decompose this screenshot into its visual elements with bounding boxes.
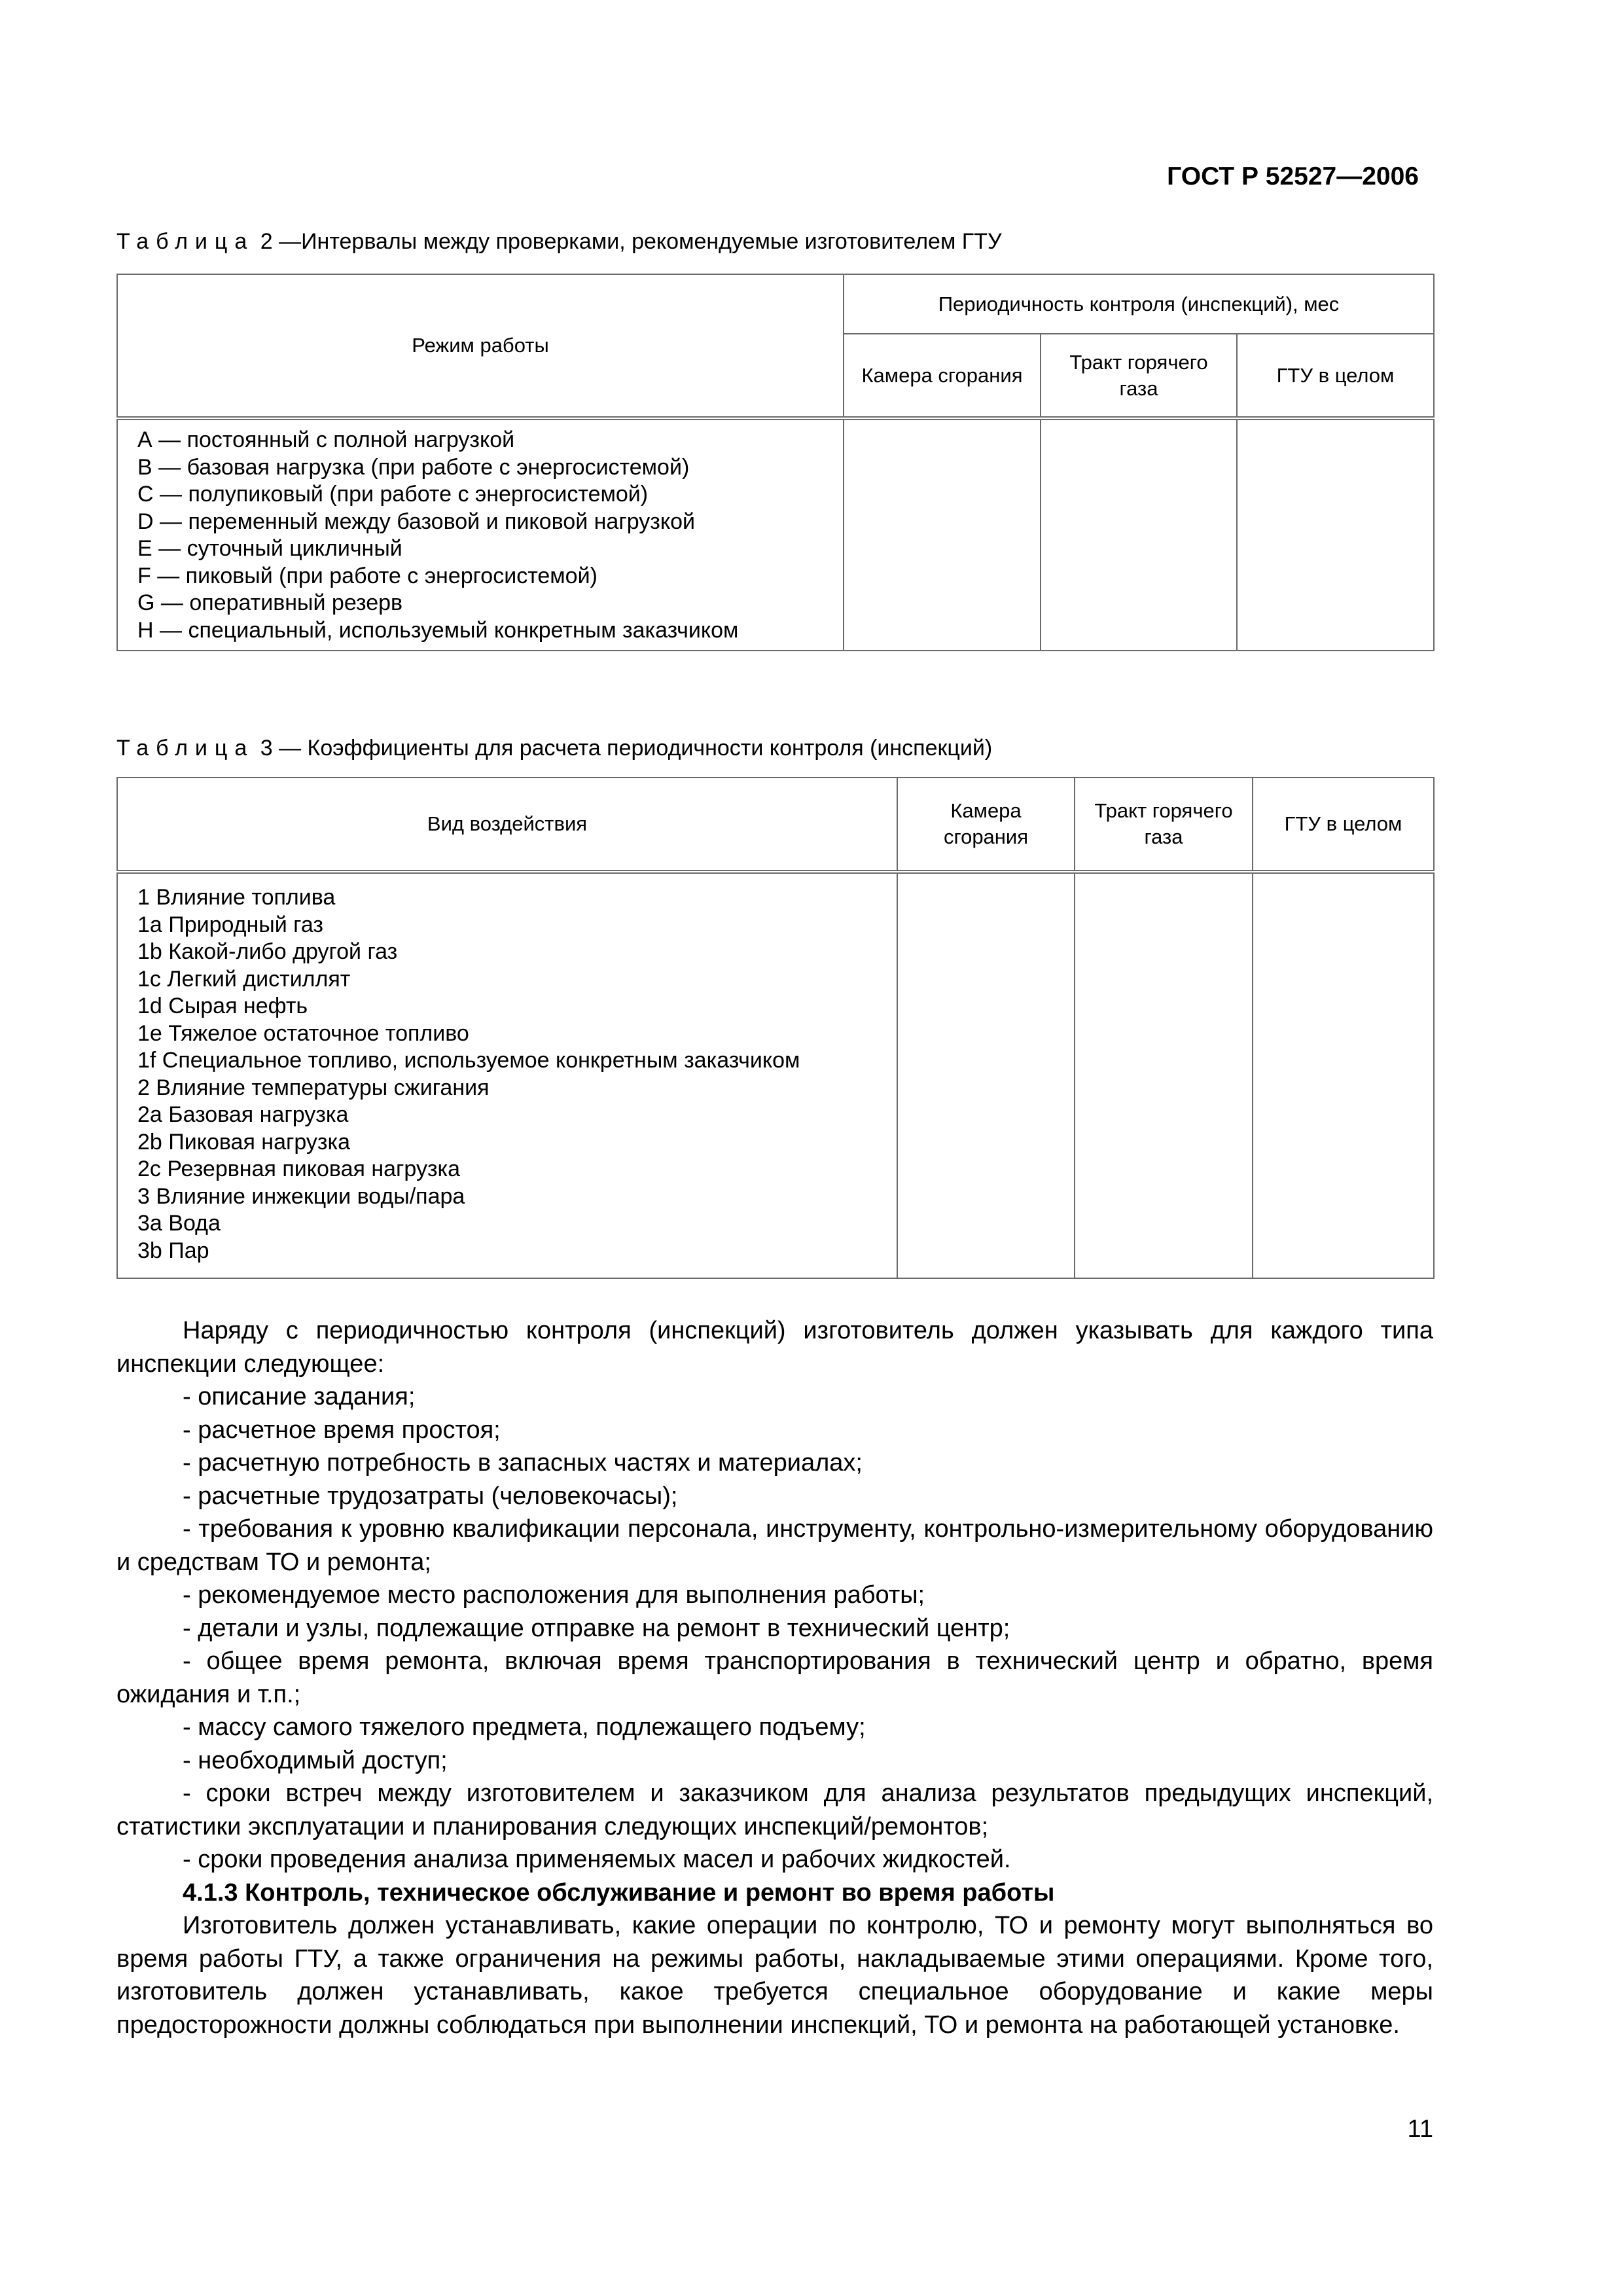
table2-caption [116, 229, 1002, 255]
table3-row: 3b Пар [137, 1238, 209, 1263]
list-item: - расчетное время простоя; [183, 1416, 501, 1444]
table3-row: 2 Влияние температуры сжигания [137, 1075, 490, 1100]
list-item: - массу самого тяжелого предмета, подлежащего подъему; [183, 1713, 866, 1741]
list-item: - детали и узлы, подлежащие отправке на ремонт в технический центр; [183, 1614, 1010, 1642]
table3-cell-tract [1075, 872, 1253, 1278]
table2-cell-chamber [844, 418, 1041, 651]
table2-row: Е — суточный цикличный [137, 536, 402, 561]
table3-header-chamber: Камера сгорания [897, 778, 1075, 872]
table3-header-total: ГТУ в целом [1253, 778, 1434, 872]
table3-row: 1 Влияние топлива [137, 885, 336, 910]
table3-row: 3а Вода [137, 1211, 221, 1236]
list-item: - необходимый доступ; [183, 1746, 448, 1774]
body-text [116, 1314, 1433, 2041]
section-paragraph: Изготовитель должен устанавливать, какие операции по контролю, ТО и ремонту могут выполняться во время работы ГТУ, а также ограничения на режимы работы, накладываемые этими операциями. Кроме того, изготовитель должен устанавливать, какое требуется специальное оборудование и какие меры предосторожности должны соблюдаться при выполнении инспекций, ТО и ремонта на работающей установке. [116, 1912, 1433, 2039]
table3-row: 2с Резервная пиковая нагрузка [137, 1157, 461, 1181]
table2-header-chamber: Камера сгорания [844, 334, 1041, 418]
list-item: - сроки проведения анализа применяемых масел и рабочих жидкостей. [183, 1846, 1011, 1873]
table3-header-kind: Вид воздействия [117, 778, 897, 872]
table3-cell-total [1253, 872, 1434, 1278]
table2-header-mode: Режим работы [117, 274, 844, 418]
table3-row: 1d Сырая нефть [137, 994, 308, 1018]
table2 [116, 274, 1435, 651]
table2-row: С — полупиковый (при работе с энергосистемой) [137, 482, 649, 507]
table3-kind-list [117, 872, 897, 1278]
table2-row: А — постоянный с полной нагрузкой [137, 427, 515, 452]
table2-caption-word: Таблица [116, 229, 255, 254]
table3-row: 2а Базовая нагрузка [137, 1102, 349, 1127]
table2-row: Н — специальный, используемый конкретным заказчиком [137, 617, 739, 643]
list-item: - описание задания; [183, 1383, 416, 1410]
table2-row: D — переменный между базовой и пиковой нагрузкой [137, 509, 695, 534]
table2-header-periodicity: Периодичность контроля (инспекций), мес [844, 274, 1434, 334]
table3-row: 1f Специальное топливо, используемое конкретным заказчиком [137, 1048, 800, 1073]
table2-cell-tract [1041, 418, 1237, 651]
table3-row: 1с Легкий дистиллят [137, 966, 351, 992]
list-item: - расчетные трудозатраты (человекочасы); [183, 1482, 678, 1510]
table2-row: В — базовая нагрузка (при работе с энергосистемой) [137, 454, 690, 480]
list-item: - рекомендуемое место расположения для выполнения работы; [183, 1581, 925, 1609]
intro-paragraph: Наряду с периодичностью контроля (инспекций) изготовитель должен указывать для каждого типа инспекции следующее: [116, 1317, 1433, 1378]
table3-cell-chamber [897, 872, 1075, 1278]
table2-header-tract: Тракт горячего газа [1041, 334, 1237, 418]
list-item: - сроки встреч между изготовителем и заказчиком для анализа результатов предыдущих инспекций, статистики эксплуатации и планирования следующих инспекций/ремонтов; [116, 1780, 1433, 1840]
table2-mode-list [117, 418, 844, 651]
table3 [116, 777, 1435, 1279]
table2-caption-text: 2 —Интервалы между проверками, рекомендуемые изготовителем ГТУ [254, 229, 1002, 254]
table2-cell-total [1237, 418, 1434, 651]
table3-row: 2b Пиковая нагрузка [137, 1129, 351, 1155]
document-code: ГОСТ Р 52527—2006 [1167, 162, 1419, 190]
table3-caption-word: Таблица [116, 736, 255, 761]
list-item: - расчетную потребность в запасных частях и материалах; [183, 1449, 863, 1477]
list-item: - требования к уровню квалификации персонала, инструменту, контрольно-измерительному оборудованию и средствам ТО и ремонта; [116, 1515, 1433, 1576]
table3-row: 1е Тяжелое остаточное топливо [137, 1020, 469, 1046]
page-number: 11 [1407, 2115, 1433, 2143]
table3-header-tract: Тракт горячего газа [1075, 778, 1253, 872]
section-heading: 4.1.3 Контроль, техническое обслуживание и ремонт во время работы [183, 1878, 1055, 1907]
table3-caption [116, 736, 992, 761]
table3-row: 1а Природный газ [137, 912, 323, 937]
table2-header-total: ГТУ в целом [1237, 334, 1434, 418]
table3-row: 3 Влияние инжекции воды/пара [137, 1183, 465, 1209]
table3-row: 1b Какой-либо другой газ [137, 939, 398, 964]
table3-caption-text: 3 — Коэффициенты для расчета периодичности контроля (инспекций) [254, 736, 993, 761]
table2-row: F — пиковый (при работе с энергосистемой) [137, 563, 597, 588]
table2-row: G — оперативный резерв [137, 590, 403, 615]
list-item: - общее время ремонта, включая время транспортирования в технический центр и обратно, время ожидания и т.п.; [116, 1647, 1433, 1708]
